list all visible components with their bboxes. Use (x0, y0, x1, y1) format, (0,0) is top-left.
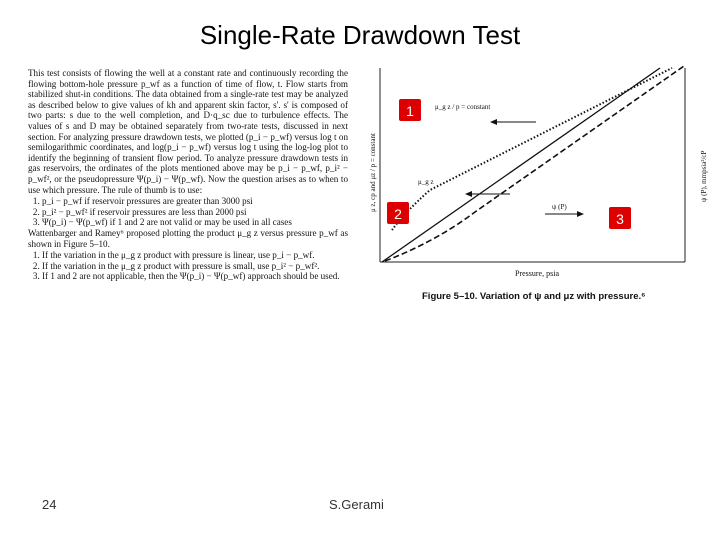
wattenbarger-paragraph: Wattenbarger and Ramey⁶ proposed plotting the product μ_g z versus pressure p_wf as shown in Figure 5–10. (28, 227, 348, 249)
y-axis-left-label: μ z, cp and μz / p = constant (369, 133, 377, 212)
arrow-3-head (577, 211, 584, 217)
curve-label-mugz: μ_g z (418, 178, 434, 186)
series-line-constant (382, 68, 660, 262)
curve-label-psi: ψ (P) (552, 203, 567, 211)
list-item: 2. p_i² − p_wf² if reservoir pressures are less than 2000 psi (42, 207, 348, 218)
intro-paragraph: This test consists of flowing the well at a constant rate and continuously recording the flowing bottom-hole pressure p_wf as a function of time of flow, t. Flow starts from stabilized shut-in conditions. The data obtained from a single-rate test may be analyzed as described below to give values of kh and apparent skin factor, s'. s' is composed of two parts: s due to the well completion, and D·q_sc due to turbulence effects. The values of s and D may be obtained separately from two-rate tests, discussed in next section. For analyzing pressure drawdown tests, we plotted (p_i − p_wf) versus log t on semilogarithmic coordinates, and log(p_i − p_wf) versus log t using the log-log plot to identify the beginning of transient flow period. To analyze pressure drawdown tests in gas reservoirs, the ordinates of the plots mentioned above may be p_i − p_wf, p_i² − p_wf², or the pseudopressure Ψ(p_i) − Ψ(p_wf). Now the question arises as to when to use which pressure. The rule of thumb is to use: (28, 68, 348, 195)
list-item: 3. Ψ(p_i) − Ψ(p_wf) if 1 and 2 are not valid or may be used in all cases (42, 217, 348, 228)
marker-1 (399, 99, 421, 121)
figure-caption (422, 291, 646, 302)
curve-label-constant: μ_g z / p = constant (435, 103, 491, 111)
list-item: 1. p_i − p_wf if reservoir pressures are greater than 3000 psi (42, 196, 348, 207)
caption-text: Variation of ψ and μz with pressure.⁶ (479, 291, 646, 302)
figure-5-10-chart (350, 62, 720, 312)
arrow-1-head (490, 119, 497, 125)
caption-label: Figure 5–10. (422, 291, 478, 302)
marker-3 (609, 207, 631, 229)
series-line-mugz (392, 68, 672, 230)
page-number: 24 (42, 497, 57, 512)
pressure-rule-list (28, 196, 348, 228)
list-item: 2. If the variation in the μ_g z product with pressure is small, use p_i² − p_wf². (42, 261, 348, 272)
series-line-psi (385, 66, 684, 261)
list-item: 3. If 1 and 2 are not applicable, then the Ψ(p_i) − Ψ(p_wf) approach should be used. (42, 271, 348, 282)
variation-rule-list (28, 250, 348, 282)
marker-2-text: 2 (394, 206, 402, 222)
x-axis-label: Pressure, psia (515, 269, 559, 278)
y-axis-right-label: ψ (P), mmpsia²/cP (700, 150, 708, 202)
author-name: S.Gerami (329, 497, 384, 512)
body-text (28, 68, 348, 358)
marker-3-text: 3 (616, 211, 624, 227)
list-item: 1. If the variation in the μ_g z product with pressure is linear, use p_i − p_wf. (42, 250, 348, 261)
slide-title: Single-Rate Drawdown Test (199, 20, 521, 50)
arrow-2-head (465, 191, 472, 197)
marker-2 (387, 202, 409, 224)
marker-1-text: 1 (406, 103, 414, 119)
